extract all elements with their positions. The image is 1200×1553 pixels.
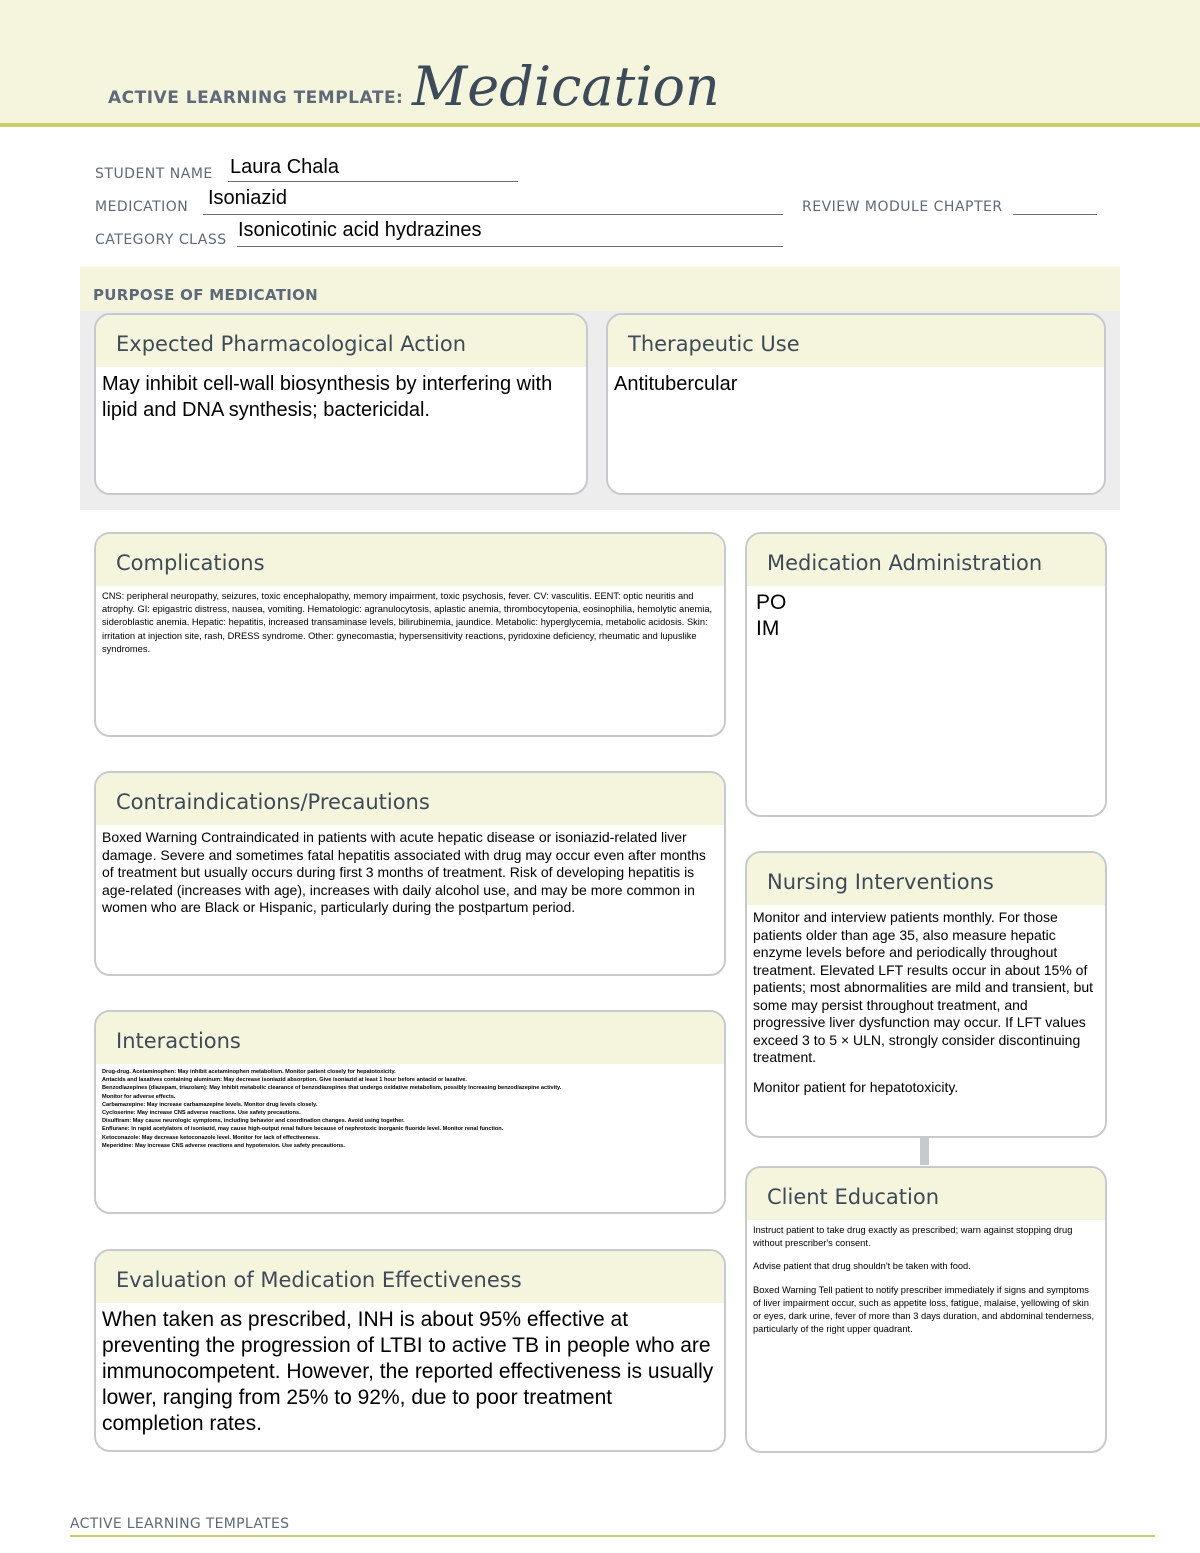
evaluation-title: Evaluation of Medication Effectiveness (116, 1268, 522, 1292)
category-class-line (237, 246, 783, 247)
nursing-paragraph: Monitor patient for hepatotoxicity. (753, 1078, 959, 1095)
medication-label: MEDICATION (95, 199, 189, 215)
administration-header (747, 534, 1105, 586)
administration-route: IM (756, 617, 780, 640)
interaction-line: Meperidine: May increase CNS adverse reactions and hypotension. Use safety precautions. (102, 1142, 345, 1149)
client-education-paragraph: Boxed Warning Tell patient to notify prescriber immediately if signs and symptoms of liver impairment occur, such as appetite loss, fatigue, malaise, yellowing of skin or eyes, dark urine, fever of more than 3 days duration, and abdominal tenderness, particularly of the right upper quadrant. (753, 1284, 1095, 1335)
interaction-line: Cycloserine: May increase CNS adverse reactions. Use safety precautions. (102, 1110, 301, 1117)
contraindications-title: Contraindications/Precautions (116, 790, 430, 814)
interaction-line: Ketoconazole: May decrease ketoconazole level. Monitor for lack of effectiveness. (102, 1134, 320, 1141)
administration-route: PO (756, 591, 787, 614)
contraindications-text: Boxed Warning Contraindicated in patients with acute hepatic disease or isoniazid-related liver damage. Severe and sometimes fatal hepatitis associated with drug may occur even after months of treatment but usually occurs during first 3 months of treatment. Risk of developing hepatitis is age-related (increases with age), increases with daily alcohol use, and may be more common in women who are Black or Hispanic, particularly during the postpartum period. (102, 829, 706, 915)
therapeutic-use-text: Antitubercular (614, 373, 738, 395)
review-module-line (1013, 214, 1097, 215)
interaction-line: Disulfiram: May cause neurologic symptoms, including behavior and coordination changes. Avoid using together. (102, 1118, 405, 1125)
evaluation-header (96, 1251, 724, 1303)
client-education-header (747, 1168, 1105, 1220)
contraindications-header (96, 773, 724, 825)
client-education-paragraph: Instruct patient to take drug exactly as prescribed; warn against stopping drug without prescriber's consent. (753, 1225, 1073, 1249)
complications-header (96, 534, 724, 586)
administration-box (745, 532, 1107, 817)
category-class-value[interactable]: Isonicotinic acid hydrazines (238, 219, 482, 241)
complications-text: CNS: peripheral neuropathy, seizures, toxic encephalopathy, memory impairment, toxic psychosis, fever. CV: vasculitis. EENT: optic neuritis and atrophy. GI: epigastric distress, nausea, vomiting. Hematologic: agranulocytosis, aplastic anemia, thrombocytopenia, eosinophilia, hemolytic anemia, sideroblastic anemia. Hepatic: hepatitis, increased transaminase levels, bilirubinemia, jaundice. Metabolic: hyperglycemia, metabolic acidosis. Skin: irritation at injection site, rash, DRESS syndrome. Other: gynecomastia, hypersensitivity reactions, pyridoxine deficiency, rheumatic and lupuslike syndromes. (102, 591, 713, 654)
interaction-line: Enflurane: In rapid acetylators of isoniazid, may cause high-output renal failure because of nephrotoxic inorganic fluoride level. Monitor renal function. (102, 1126, 504, 1133)
student-name-value[interactable]: Laura Chala (230, 156, 339, 178)
interactions-title: Interactions (116, 1029, 241, 1053)
category-class-label: CATEGORY CLASS (95, 232, 227, 248)
footer-divider (70, 1535, 1155, 1537)
interactions-box (94, 1010, 726, 1214)
expected-action-text: May inhibit cell-wall biosynthesis by interfering with lipid and DNA synthesis; bactericidal. (102, 373, 553, 421)
client-education-title: Client Education (767, 1185, 940, 1209)
interaction-line: Drug-drug. Acetaminophen: May inhibit acetaminophen metabolism. Monitor patient closely for hepatotoxicity. (102, 1069, 396, 1075)
template-label: ACTIVE LEARNING TEMPLATE: (108, 88, 404, 108)
therapeutic-use-header (608, 315, 1104, 367)
evaluation-text: When taken as prescribed, INH is about 95% effective at preventing the progression of LTBI to active TB in people who are immunocompetent. However, the reported effectiveness is usually lower, ranging from 25% to 92%, due to poor treatment completion rates. (102, 1308, 714, 1435)
purpose-label: PURPOSE OF MEDICATION (93, 286, 319, 304)
expected-action-header (96, 315, 586, 367)
interactions-header (96, 1012, 724, 1064)
student-name-label: STUDENT NAME (95, 166, 213, 182)
contraindications-box (94, 771, 726, 976)
evaluation-box (94, 1249, 726, 1452)
client-education-box (745, 1166, 1107, 1453)
medication-line (203, 214, 783, 215)
nursing-paragraph: Monitor and interview patients monthly. For those patients older than age 35, also measure hepatic enzyme levels before and periodically throughout treatment. Elevated LFT results occur in about 15% of patients; most abnormalities are mild and transient, but some may persist throughout treatment, and progressive liver dysfunction may occur. If LFT values exceed 3 to 5 × ULN, strongly consider discontinuing treatment. (753, 909, 1094, 1065)
header-divider (0, 123, 1200, 127)
nursing-box (745, 851, 1107, 1138)
therapeutic-use-title: Therapeutic Use (628, 332, 800, 356)
interaction-line: Monitor for adverse effects. (102, 1093, 176, 1100)
nursing-header (747, 853, 1105, 905)
complications-box (94, 532, 726, 737)
connector-bar (920, 1138, 929, 1165)
student-name-line (228, 181, 518, 182)
expected-action-box (94, 313, 588, 495)
interaction-line: Antacids and laxatives containing aluminum: May decrease isoniazid absorption. Give isoniazid at least 1 hour before antacid or laxative. (102, 1077, 467, 1084)
complications-title: Complications (116, 551, 265, 575)
page-title: Medication (412, 55, 720, 118)
therapeutic-use-box (606, 313, 1106, 495)
client-education-paragraph: Advise patient that drug shouldn't be taken with food. (753, 1261, 971, 1272)
expected-action-title: Expected Pharmacological Action (116, 332, 467, 356)
nursing-title: Nursing Interventions (767, 870, 994, 894)
interaction-line: Carbamazepine: May increase carbamazepine levels. Monitor drug levels closely. (102, 1101, 318, 1108)
administration-title: Medication Administration (767, 551, 1043, 575)
review-module-label: REVIEW MODULE CHAPTER (802, 199, 1003, 215)
footer-label: ACTIVE LEARNING TEMPLATES (70, 1516, 290, 1532)
medication-value[interactable]: Isoniazid (208, 187, 287, 209)
interaction-line: Benzodiazepines (diazepam, triazolam): May inhibit metabolic clearance of benzodiazepines that undergo oxidative metabolism, possibly increasing benzodiazepine activity. (102, 1085, 562, 1092)
